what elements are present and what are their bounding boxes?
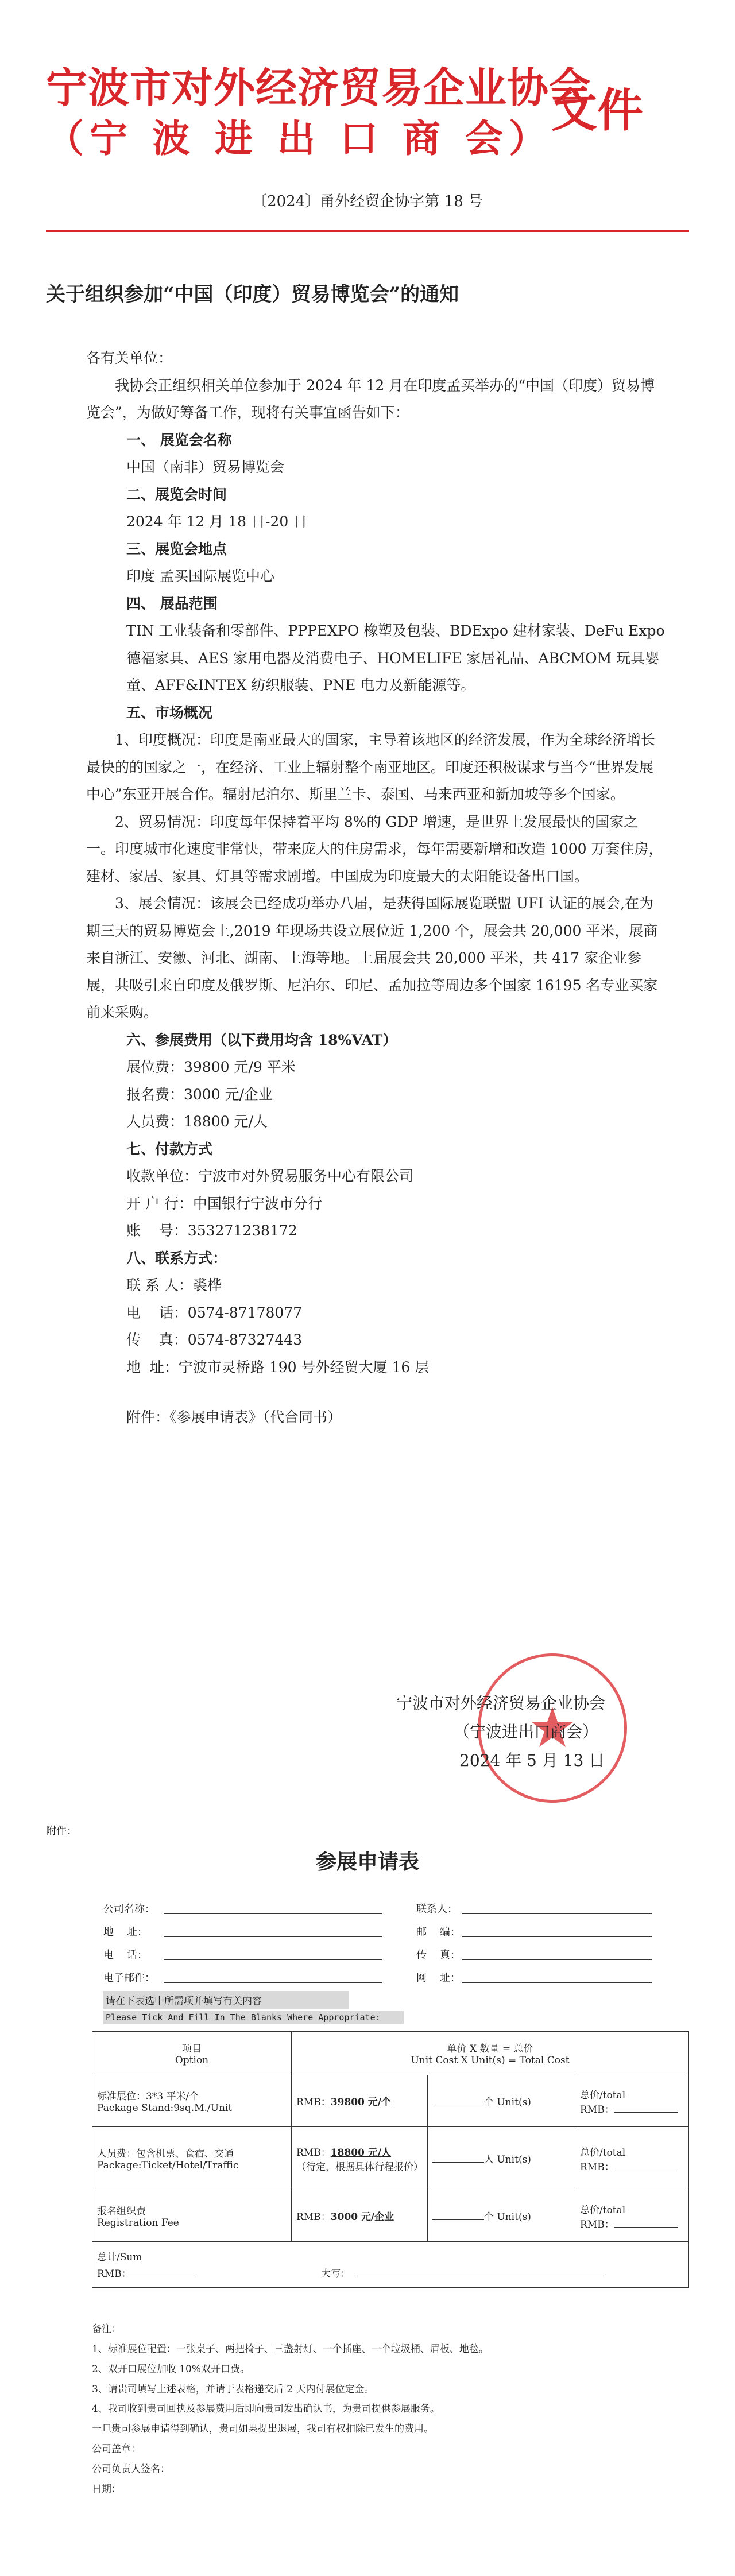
row-registration-total-label: 总价/total [580,2204,626,2216]
contact-person-field[interactable] [462,1897,652,1914]
row-registration-total-input[interactable] [614,2217,678,2228]
table-header-row [92,2032,689,2075]
notice-body [86,344,666,1431]
instruction-cn: 请在下表选中所需项并填写有关内容 [103,1991,349,2009]
bank-value: 中国银行宁波市分行 [192,1195,322,1212]
row-booth-price: 39800 元/个 [330,2097,391,2108]
notice-title: 关于组织参加“中国（印度）贸易博览会”的通知 [46,283,459,306]
document-label: 文件 [551,84,643,137]
bank-label: 开 户 行： [126,1195,193,1212]
contact-fax-value: 0574-87327443 [187,1331,303,1348]
account-row [92,1217,666,1245]
account-value: 353271238172 [187,1222,297,1239]
section-7-title: 七、付款方式 [126,1140,213,1157]
form-title: 参展申请表 [315,1850,419,1874]
fax-field-label: 传 真： [416,1949,461,1961]
row-personnel-units-input[interactable] [432,2152,484,2163]
section-4-body: TIN 工业装备和零部件、PPPEXPO 橡塑及包装、BDExpo 建材家装、DeFu Expo 德福家具、AES 家用电器及消费电子、HOMELIFE 家居礼品、ABCMOM 玩具婴童、AFF&INTEX 纺织服装、PNE 电力及新能源等。 [126,622,665,694]
contact-address-row [92,1354,666,1381]
table-row [92,2190,689,2242]
form-attach-label: 附件： [46,1825,77,1837]
daxie-label: 大写： [321,2268,350,2280]
website-field-label: 网 址： [416,1972,461,1984]
section-4-title: 四、 展品范围 [126,595,218,612]
row-personnel-price: 18800 元/人 [330,2147,391,2159]
company-name-label: 公司名称： [103,1903,155,1915]
contact-person-row [92,1272,666,1299]
note-2: 2、双开口展位加收 10%双开口费。 [92,2363,250,2375]
fax-field[interactable] [462,1943,652,1960]
row-personnel-units[interactable] [428,2127,575,2190]
note-5: 一旦贵司参展申请得到确认，贵司如果提出退展，我司有权扣除已发生的费用。 [92,2423,434,2435]
contact-address-label: 地 址： [126,1358,179,1376]
company-stamp-label: 公司盖章： [92,2443,141,2455]
row-registration-total-rmb: RMB： [580,2218,614,2230]
instruction-en: Please Tick And Fill In The Blanks Where Appropriate: [103,2011,404,2024]
row-registration-units-label: 个 Unit(s) [484,2211,531,2223]
row-registration-price: 3000 元/企业 [330,2211,394,2223]
org-name-line1: 宁波市对外经济贸易企业协会 [46,64,591,112]
sum-rmb-input[interactable] [126,2263,195,2277]
payee-value: 宁波市对外贸易服务中心有限公司 [198,1168,414,1184]
header-divider [46,230,689,232]
contact-fax-label: 传 真： [126,1331,188,1348]
note-4: 4、我司收到贵司回执及参展费用后即向贵司发出确认书，为贵司提供参展服务。 [92,2403,440,2415]
row-personnel-units-label: 人 Unit(s) [484,2154,531,2166]
signature-org-line2: （宁波进出口商会） [454,1722,599,1741]
contact-person-label: 联 系 人： [126,1277,193,1293]
row-booth-en: Package Stand:9sq.M./Unit [97,2102,233,2114]
row-registration-option[interactable] [92,2190,292,2242]
contact-person-value: 裘桦 [192,1277,222,1293]
row-booth-option[interactable] [92,2075,292,2127]
section-5-paragraph-1: 1、印度概况：印度是南亚最大的国家，主导着该地区的经济发展，作为全球经济增长最快的的国家之一，在经济、工业上辐射整个南亚地区。印度还积极谋求与当今“世界发展中心”东亚开展合作。辐射尼泊尔、斯里兰卡、泰国、马来西亚和新加坡等多个国家。 [86,731,655,803]
payee-row [92,1163,666,1190]
postcode-field-label: 邮 编： [416,1926,461,1938]
sum-cell[interactable] [92,2242,689,2288]
section-1-title: 一、 展览会名称 [126,431,232,448]
section-5-paragraph-3: 3、展会情况：该展会已经成功举办八届，是获得国际展览联盟 UFI 认证的展会,在为期三天的贸易博览会上,2019 年现场共设立展位近 1,200 个，展会共 20,000 平米，展商来自浙江、安徽、河北、湖南、上海等地。上届展会共 20,000 平米，共 417 家企业参展，共吸引来自印度及俄罗斯、尼泊尔、印尼、孟加拉等周边多个国家 16195 名专业买家前来采购。 [86,895,658,1021]
row-personnel-total[interactable] [575,2127,689,2190]
email-field[interactable] [164,1966,382,1983]
row-registration-cn: 报名组织费 [97,2206,146,2217]
col-option-en: Option [175,2055,209,2066]
contact-address-value: 宁波市灵桥路 190 号外经贸大厦 16 层 [178,1358,430,1376]
table-row [92,2075,689,2127]
sum-label: 总计/Sum [97,2252,142,2263]
signer-label: 公司负责人签名： [92,2463,170,2475]
org-name-line2: （宁 波 进 出 口 商 会） [46,117,552,161]
document-number: 〔2024〕甬外经贸企协字第 18 号 [252,193,483,210]
row-personnel-note: （待定，根据具体行程报价） [296,2161,423,2173]
fee-registration: 报名费：3000 元/企业 [126,1086,273,1103]
table-sum-row [92,2242,689,2288]
row-booth-total[interactable] [575,2075,689,2127]
contact-phone-label: 电 话： [126,1304,188,1321]
form-notes [92,2319,689,2500]
row-registration-unit-cost [292,2190,428,2242]
contact-fax-row [92,1326,666,1354]
note-1: 1、标准展位配置：一张桌子、两把椅子、三盏射灯、一个插座、一个垃圾桶、眉板、地毯。 [92,2343,489,2355]
row-booth-total-input[interactable] [614,2102,678,2113]
section-8-title: 八、联系方式： [126,1249,227,1266]
row-registration-total[interactable] [575,2190,689,2242]
row-registration-en: Registration Fee [97,2217,179,2229]
website-field[interactable] [462,1966,652,1983]
row-personnel-total-input[interactable] [614,2159,678,2170]
note-3: 3、请贵司填写上述表格，并请于表格递交后 2 天内付展位定金。 [92,2383,374,2395]
bank-row [92,1190,666,1218]
row-booth-units-input[interactable] [432,2094,484,2105]
company-info [103,1897,655,1989]
account-label: 账 号： [126,1222,188,1239]
notes-label: 备注： [92,2323,121,2335]
row-booth-units-label: 个 Unit(s) [484,2097,531,2108]
company-name-field[interactable] [164,1897,382,1914]
phone-field-label: 电 话： [103,1949,148,1961]
address-field[interactable] [164,1920,382,1937]
row-booth-total-rmb: RMB： [580,2104,614,2116]
signature-date: 2024 年 5 月 13 日 [459,1751,605,1770]
row-booth-cn: 标准展位：3*3 平米/个 [97,2091,199,2102]
section-2-body: 2024 年 12 月 18 日-20 日 [126,513,308,530]
fee-table [92,2031,689,2288]
signature-org-line1: 宁波市对外经济贸易企业协会 [396,1694,606,1713]
row-personnel-unit-cost [292,2127,428,2190]
row-booth-total-label: 总价/total [580,2089,626,2101]
row-personnel-rmb-label: RMB： [296,2147,331,2159]
row-registration-units[interactable] [428,2190,575,2242]
col-option-cn: 项目 [182,2043,202,2055]
address-field-label: 地 址： [103,1926,148,1938]
row-registration-units-input[interactable] [432,2209,484,2220]
fee-personnel: 人员费：18800 元/人 [126,1113,268,1130]
row-registration-rmb-label: RMB： [296,2211,331,2223]
section-2-title: 二、展览会时间 [126,486,227,503]
section-5-title: 五、市场概况 [126,704,213,721]
row-booth-rmb-label: RMB： [296,2097,331,2108]
form-date-label: 日期： [92,2483,121,2495]
intro-paragraph: 我协会正组织相关单位参加于 2024 年 12 月在印度孟买举办的“中国（印度）贸易博览会”，为做好筹备工作，现将有关事宜函告如下： [86,377,655,421]
fee-booth: 展位费：39800 元/9 平米 [126,1059,296,1075]
contact-phone-row [92,1299,666,1327]
daxie-input[interactable] [355,2263,602,2277]
phone-field[interactable] [164,1943,382,1960]
row-personnel-total-rmb: RMB： [580,2161,614,2173]
col-price-cn: 单价 X 数量 = 总价 [447,2043,533,2055]
row-personnel-total-label: 总价/total [580,2147,626,2159]
attachment-line: 附件：《参展申请表》（代合同书） [126,1409,342,1425]
col-price-en: Unit Cost X Unit(s) = Total Cost [411,2055,570,2066]
section-5-paragraph-2: 2、贸易情况：印度每年保持着平均 8%的 GDP 增速，是世界上发展最快的国家之一。印度城市化速度非常快，带来庞大的住房需求，每年需要新增和改造 1000 万套住房，建材、家居、家具、灯具等需求剧增。中国成为印度最大的太阳能设备出口国。 [86,813,663,885]
contact-person-field-label: 联系人： [416,1903,458,1915]
payee-label: 收款单位： [126,1168,199,1184]
row-personnel-en: Package:Ticket/Hotel/Traffic [97,2160,239,2171]
row-booth-unit-cost [292,2075,428,2127]
section-6-title: 六、参展费用（以下费用均含 18%VAT） [126,1031,397,1048]
col-price-header [292,2032,689,2075]
section-3-title: 三、展览会地点 [126,540,227,557]
section-1-body: 中国（南非）贸易博览会 [126,459,285,475]
salutation: 各有关单位： [86,350,173,366]
col-option-header [92,2032,292,2075]
postcode-field[interactable] [462,1920,652,1937]
table-row [92,2127,689,2190]
sum-rmb-label: RMB： [97,2268,131,2280]
contact-phone-value: 0574-87178077 [187,1304,303,1321]
fee-table-wrapper [92,2031,689,2288]
row-booth-units[interactable] [428,2075,575,2127]
row-personnel-cn: 人员费：包含机票、食宿、交通 [97,2148,234,2160]
row-personnel-option[interactable] [92,2127,292,2190]
section-3-body: 印度 孟买国际展览中心 [126,568,274,584]
email-field-label: 电子邮件： [103,1972,155,1984]
